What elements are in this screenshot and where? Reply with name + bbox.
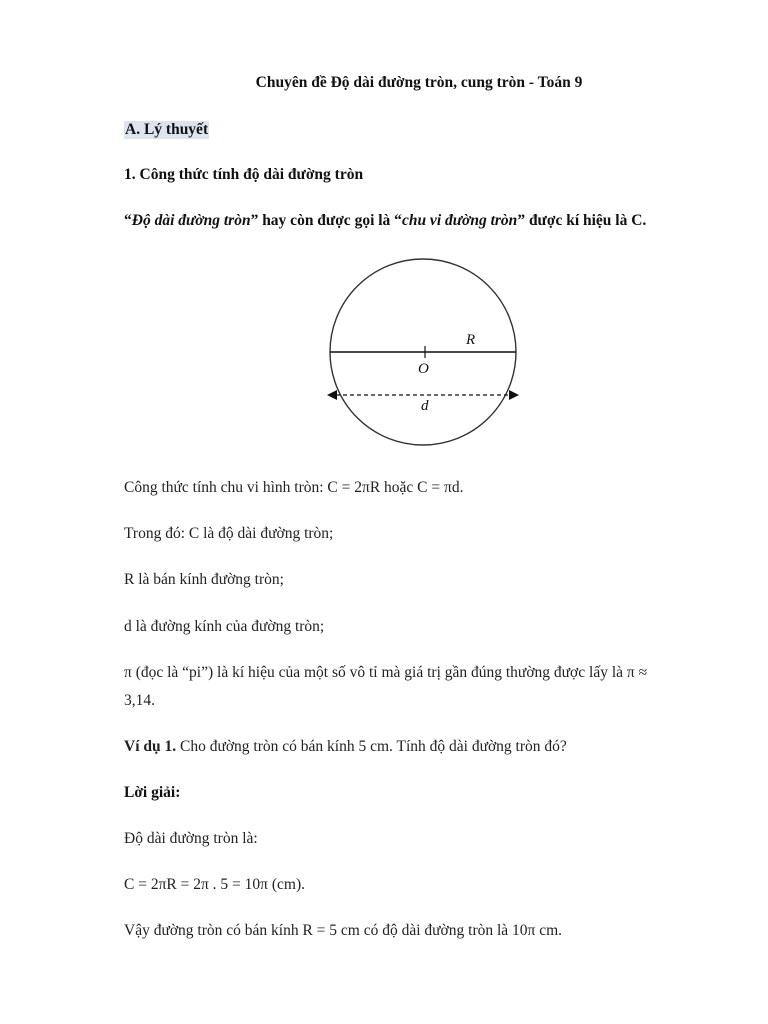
intro-quote-open: “ [124,212,132,229]
example-text: Cho đường tròn có bán kính 5 cm. Tính độ dài đường tròn đó? [176,738,567,755]
intro-quote-close: ” [250,212,259,229]
label-center: O [418,361,429,377]
section-heading-1: 1. Công thức tính độ dài đường tròn [124,166,364,183]
label-radius: R [466,332,476,348]
formula-line: Công thức tính chu vi hình tròn: C = 2πR hoặc C = πd. [124,479,464,496]
example-1 [124,738,567,756]
radius-definition: R là bán kính đường tròn; [124,571,284,588]
pi-definition-line-1: π (đọc là “pi”) là kí hiệu của một số vô tỉ mà giá trị gần đúng thường được lấy là π ≈ [124,664,648,681]
arrow-right-icon [509,390,519,400]
example-label: Ví dụ 1. [124,738,177,755]
circle-diagram [318,250,528,460]
document-title: Chuyên đề Độ dài đường tròn, cung tròn - Toán 9 [255,74,583,91]
pi-definition-line-2: 3,14. [124,692,155,709]
solution-line-1: Độ dài đường tròn là: [124,830,258,847]
intro-paragraph [124,212,646,230]
intro-term-circumference: Độ dài đường tròn [131,212,251,229]
diameter-definition: d là đường kính của đường tròn; [124,618,325,635]
label-diameter: d [421,398,429,414]
intro-end-text: ” được kí hiệu là C. [517,212,647,229]
arrow-left-icon [327,390,337,400]
solution-line-2: C = 2πR = 2π . 5 = 10π (cm). [124,876,306,893]
where-line: Trong đó: C là độ dài đường tròn; [124,525,334,542]
solution-line-3: Vậy đường tròn có bán kính R = 5 cm có độ dài đường tròn là 10π cm. [124,922,563,939]
intro-middle-text: hay còn được gọi là “ [258,212,402,229]
section-heading-a: A. Lý thuyết [125,121,209,138]
solution-label: Lời giải: [124,784,181,801]
intro-term-perimeter: chu vi đường tròn [401,212,518,229]
